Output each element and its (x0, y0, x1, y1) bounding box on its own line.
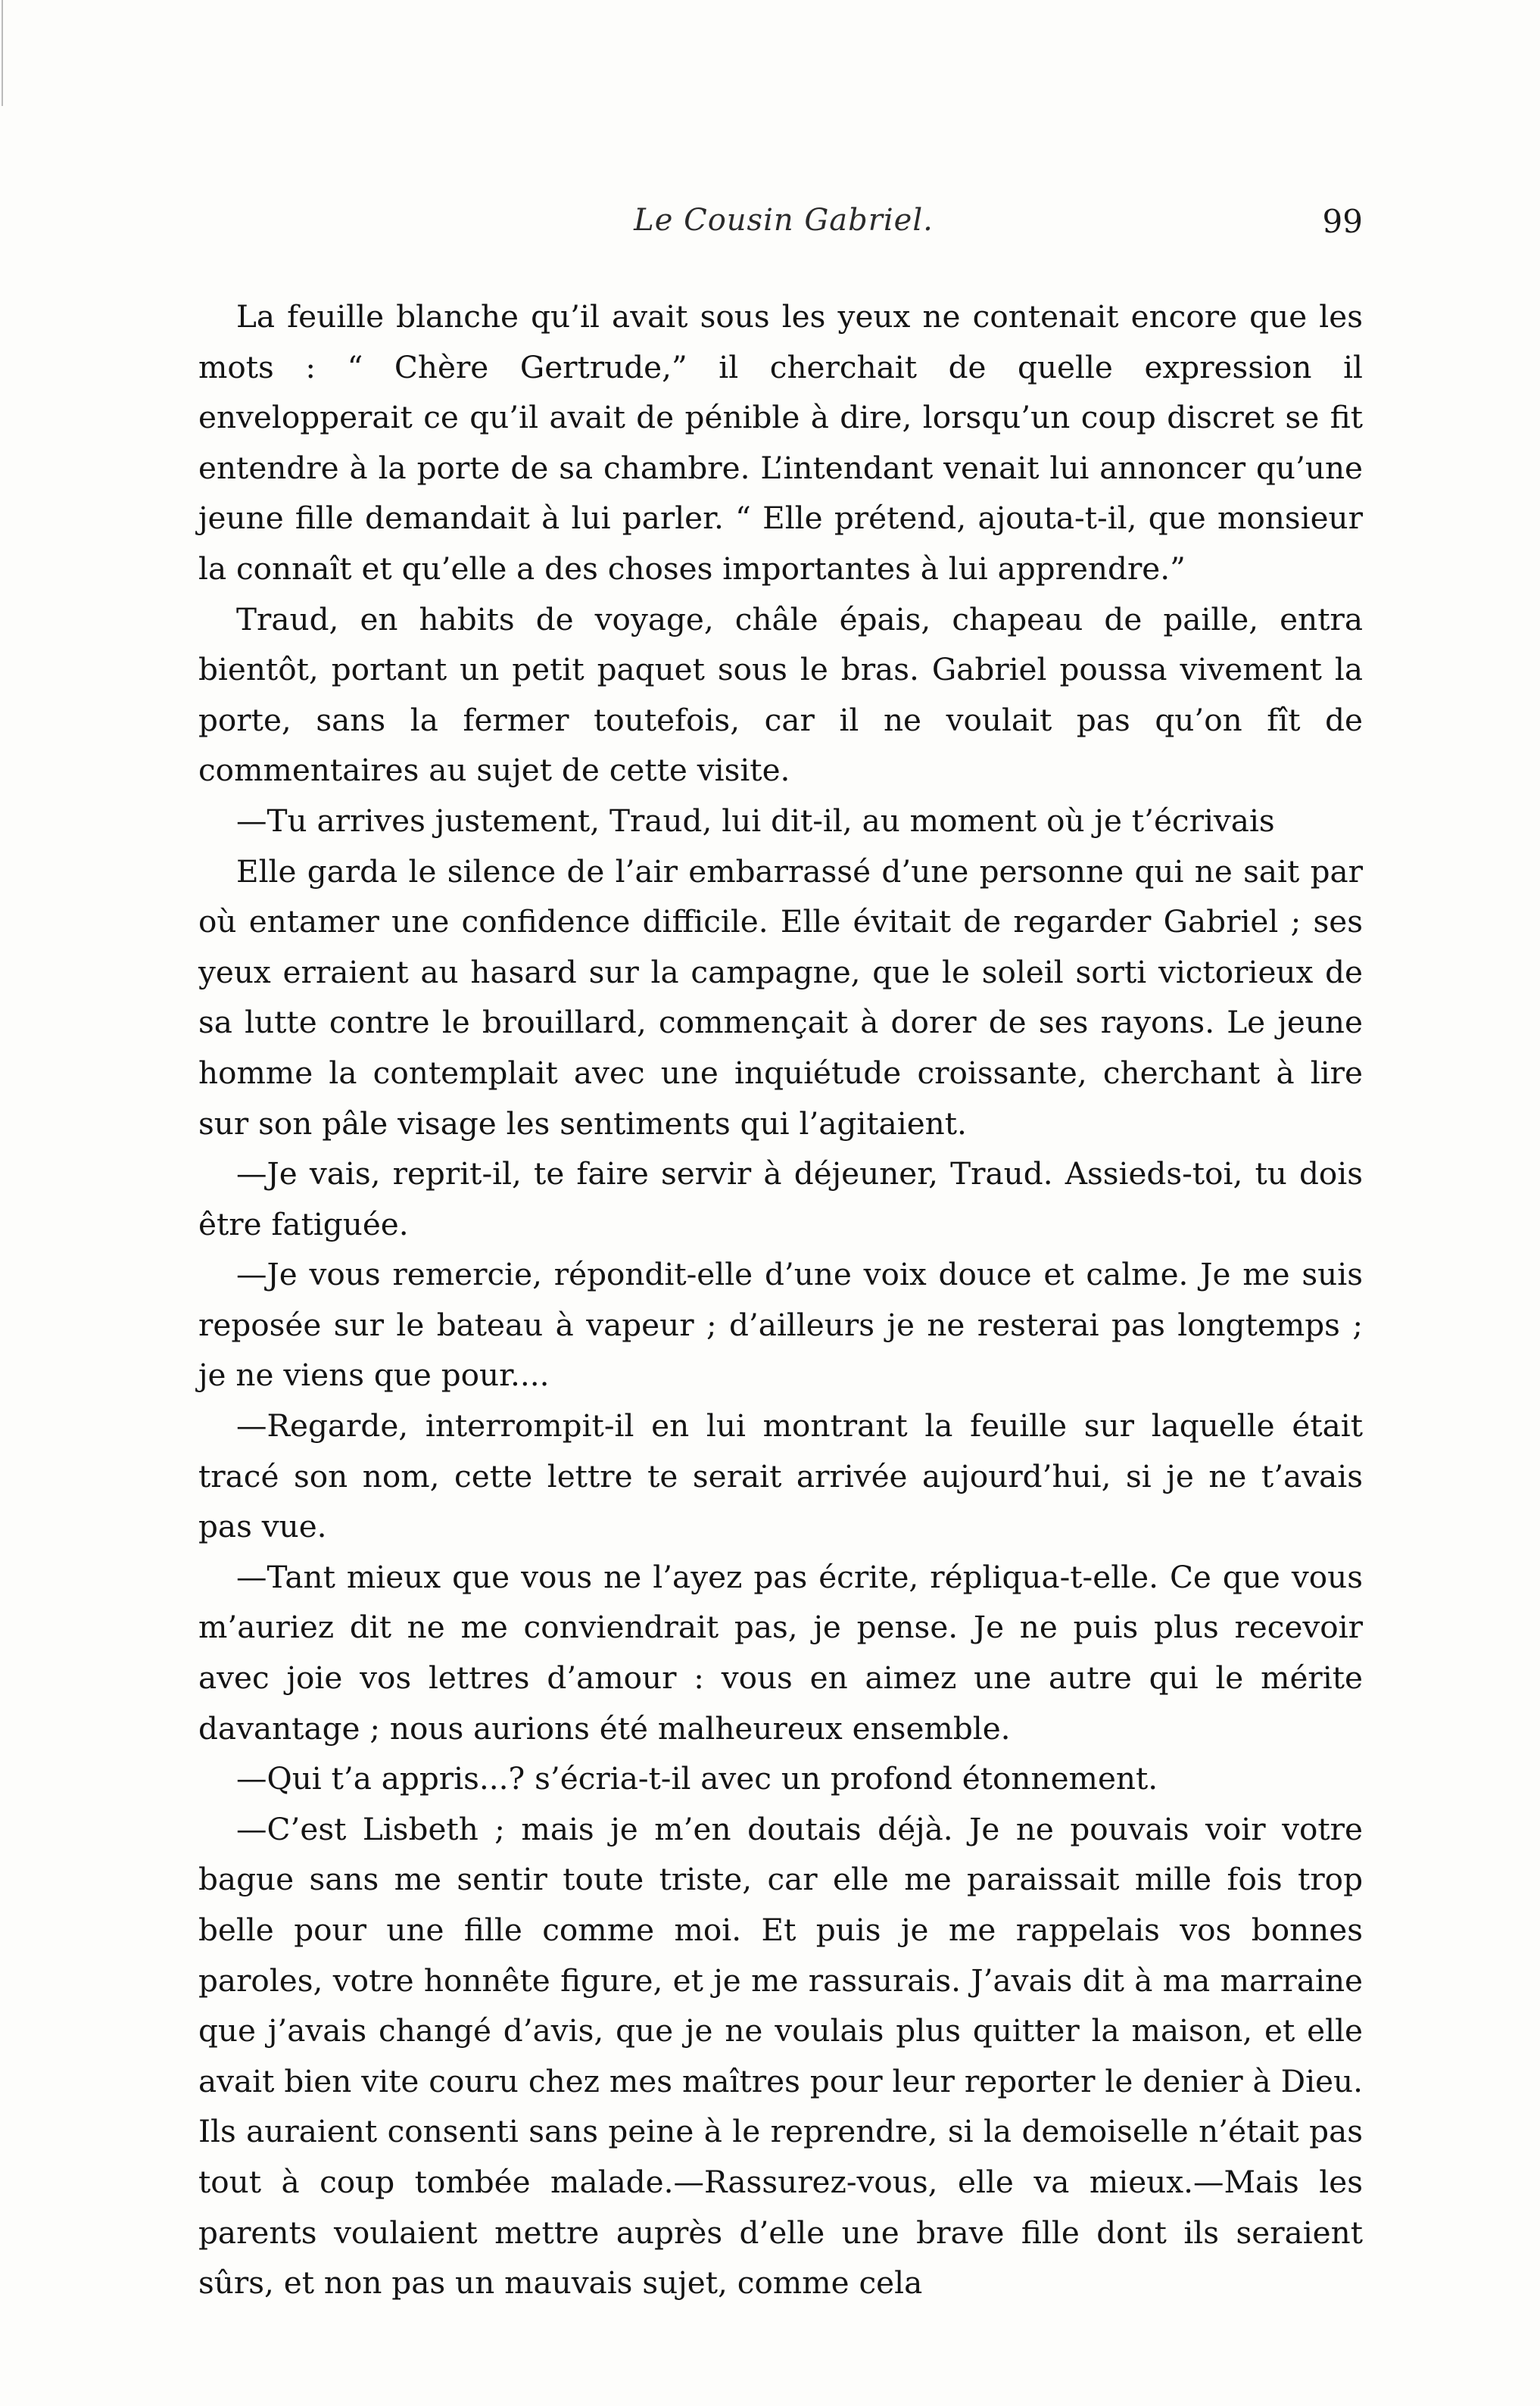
paragraph: —C’est Lisbeth ; mais je m’en doutais déjà. Je ne pouvais voir votre bague sans me sentir toute triste, car elle me paraissait mille fois trop belle pour une fille comme moi. Et puis je me rappelais vos bonnes paroles, votre honnête figure, et je me rassurais. J’avais dit à ma marraine que j’avais changé d’avis, que je ne voulais plus quitter la maison, et elle avait bien vite couru chez mes maîtres pour leur reporter le denier à Dieu. Ils auraient consenti sans peine à le reprendre, si la demoiselle n’était pas tout à coup tombée malade.—Rassurez-vous, elle va mieux.—Mais les parents voulaient mettre auprès d’elle une brave fille dont ils seraient sûrs, et non pas un mauvais sujet, comme cela (198, 1810, 1363, 2302)
paragraph: —Regarde, interrompit-il en lui montrant la feuille sur laquelle était tracé son nom, cette lettre te serait arrivée aujourd’hui, si je ne t’avais pas vue. (198, 1407, 1363, 1545)
paragraph: Traud, en habits de voyage, châle épais, chapeau de paille, entra bientôt, portant un petit paquet sous le bras. Gabriel poussa vivement la porte, sans la fermer toutefois, car il ne voulait pas qu’on fît de commentaires au sujet de cette visite. (198, 600, 1363, 789)
paragraph: —Tant mieux que vous ne l’ayez pas écrite, répliqua-t-elle. Ce que vous m’auriez dit ne me conviendrait pas, je pense. Je ne puis plus recevoir avec joie vos lettres d’amour : vous en aimez une autre qui le mérite davantage ; nous aurions été malheureux ensemble. (198, 1558, 1363, 1747)
paragraph: —Je vous remercie, répondit-elle d’une voix douce et calme. Je me suis reposée sur le bateau à vapeur ; d’ailleurs je ne resterai pas longtemps ; je ne viens que pour.... (198, 1256, 1363, 1394)
scan-edge-rule (2, 0, 3, 106)
paragraph: —Tu arrives justement, Traud, lui dit-il, au moment où je t’écrivais (236, 802, 1275, 839)
paragraph: La feuille blanche qu’il avait sous les yeux ne contenait encore que les mots : “ Chère Gertrude,” il cherchait de quelle expression il envelopperait ce qu’il avait de pénible à dire, lorsqu’un coup discret se fit entendre à la porte de sa chambre. L’intendant venait lui annoncer qu’une jeune fille demandait à lui parler. “ Elle prétend, ajouta-t-il, que monsieur la connaît et qu’elle a des choses importantes à lui apprendre.” (198, 298, 1363, 587)
paragraph: —Qui t’a appris...? s’écria-t-il avec un profond étonnement. (236, 1760, 1158, 1797)
body-text (198, 291, 1363, 2308)
page-header (204, 203, 1363, 248)
running-title: Le Cousin Gabriel. (634, 203, 934, 238)
paragraph: —Je vais, reprit-il, te faire servir à déjeuner, Traud. Assieds-toi, tu dois être fatiguée. (198, 1155, 1363, 1242)
page-number: 99 (1322, 203, 1363, 240)
paragraph: Elle garda le silence de l’air embarrassé d’une personne qui ne sait par où entamer une confidence difficile. Elle évitait de regarder Gabriel ; ses yeux erraient au hasard sur la campagne, que le soleil sorti victorieux de sa lutte contre le brouillard, commençait à dorer de ses rayons. Le jeune homme la contemplait avec une inquiétude croissante, cherchant à lire sur son pâle visage les sentiments qui l’agitaient. (198, 852, 1363, 1142)
